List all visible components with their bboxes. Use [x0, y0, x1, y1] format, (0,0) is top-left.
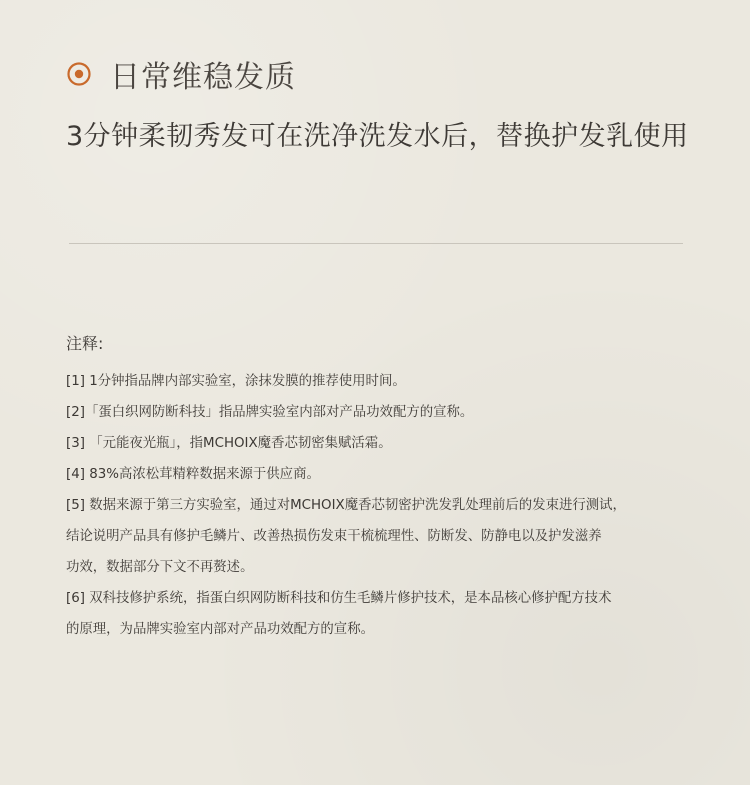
product-usage-text: 3分钟柔韧秀发可在洗净洗发水后，替换护发乳使用: [66, 121, 689, 152]
section-heading: [66, 52, 296, 96]
circle-dot-icon: [66, 61, 92, 87]
note-item: [66, 490, 696, 583]
divider: [69, 243, 683, 244]
note-item: [66, 366, 696, 397]
notes-list: [66, 366, 696, 645]
note-line: [4] 83%高浓松茸精粹数据来源于供应商。: [66, 467, 320, 482]
section-title: 日常维稳发质: [110, 60, 296, 95]
note-item: [66, 428, 696, 459]
note-line: 结论说明产品具有修护毛鳞片、改善热损伤发束干梳梳理性、防断发、防静电以及护发滋养: [66, 529, 602, 544]
note-line: [6] 双科技修护系统，指蛋白织网防断科技和仿生毛鳞片修护技术，是本品核心修护配方技术: [66, 591, 612, 606]
note-item: [66, 583, 696, 645]
note-item: [66, 397, 696, 428]
note-line: 的原理，为品牌实验室内部对产品功效配方的宣称。: [66, 622, 374, 637]
note-line: [5] 数据来源于第三方实验室，通过对MCHOIX魔香芯韧密护洗发乳处理前后的发束进行测试，: [66, 498, 626, 513]
note-line: [3] 「元能夜光瓶」，指MCHOIX魔香芯韧密集赋活霜。: [66, 436, 392, 451]
note-line: [2]「蛋白织网防断科技」指品牌实验室内部对产品功效配方的宣称。: [66, 405, 474, 420]
note-line: 功效，数据部分下文不再赘述。: [66, 560, 254, 575]
note-line: [1] 1分钟指品牌内部实验室，涂抹发膜的推荐使用时间。: [66, 374, 406, 389]
note-item: [66, 459, 696, 490]
notes-label: 注释:: [66, 334, 104, 353]
